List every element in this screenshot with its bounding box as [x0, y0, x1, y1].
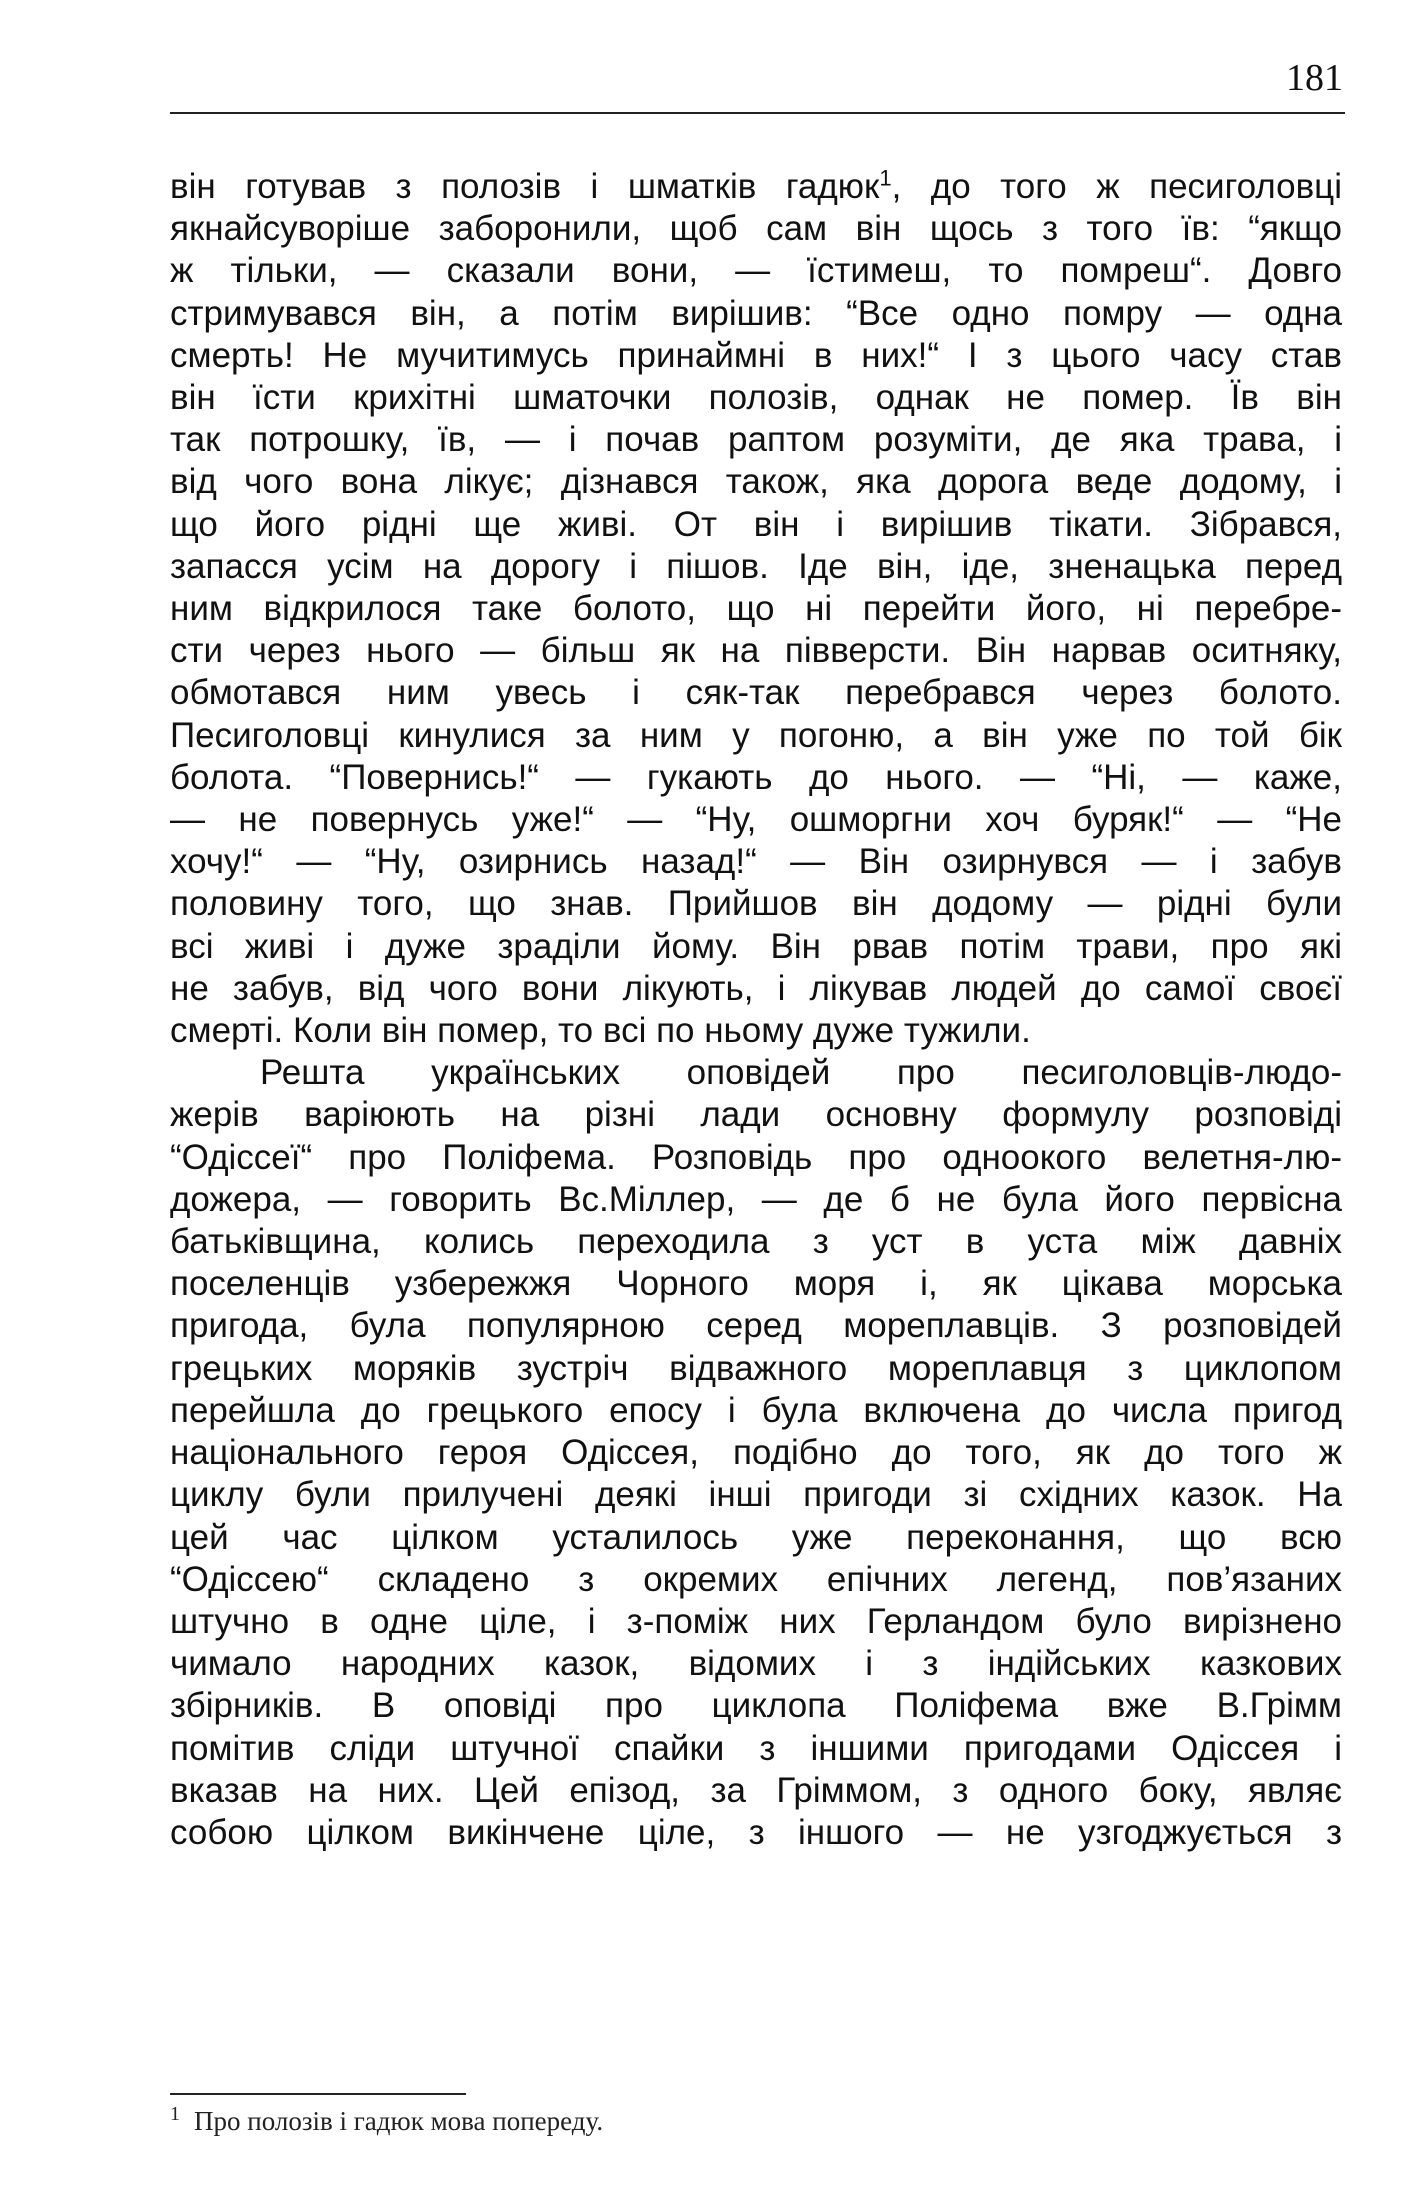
page-number: 181 — [1286, 57, 1343, 99]
text-line: національного героя Одіссея, подібно до того, як до того ж — [170, 1433, 1342, 1473]
text-line: перейшла до грецького епосу і була включена до числа пригод — [170, 1390, 1342, 1430]
text-line: — не повернусь уже!“ — “Ну, ошморгни хоч буряк!“ — “Не — [170, 800, 1342, 840]
text-line: чимало народних казок, відомих і з індійських казкових — [170, 1644, 1342, 1684]
text-line: собою цілком викінчене ціле, з іншого — не узгоджується з — [170, 1812, 1342, 1852]
text-line: “Одіссеї“ про Поліфема. Розповідь про одноокого велетня-лю- — [170, 1137, 1342, 1177]
text-line: батьківщина, колись переходила з уст в уста між давніх — [170, 1222, 1342, 1262]
text-line: сти через нього — більш як на півверсти. Він нарвав оситняку, — [170, 631, 1342, 671]
text-line: Песиголовці кинулися за ним у погоню, а він уже по той бік — [170, 715, 1342, 755]
body-text — [170, 166, 1342, 1854]
text-line: не забув, від чого вони лікують, і лікував людей до самої своєї — [170, 968, 1342, 1008]
text-line: обмотався ним увесь і сяк-так перебрався через болото. — [170, 673, 1342, 713]
text-line: пригода, була популярною серед мореплавців. З розповідей — [170, 1306, 1342, 1346]
paragraph-first-line: Решта українських оповідей про песиголовців-людо- — [260, 1053, 1342, 1093]
footnote-marker: 1 — [170, 2103, 180, 2125]
text-line: так потрошку, їв, — і почав раптом розуміти, де яка трава, і — [170, 420, 1342, 460]
text-line: цей час цілком усталилось уже переконання, що всю — [170, 1517, 1342, 1557]
text-line: ж тільки, — сказали вони, — їстимеш, то помреш“. Довго — [170, 251, 1342, 291]
footnote-reference[interactable]: 1 — [879, 165, 892, 191]
footnote — [170, 2104, 1070, 2138]
text-line: грецьких моряків зустріч відважного мореплавця з циклопом — [170, 1348, 1342, 1388]
text-line: хочу!“ — “Ну, озирнись назад!“ — Він озирнувся — і забув — [170, 842, 1342, 882]
footnote-rule — [170, 2093, 466, 2095]
text-line: від чого вона лікує; дізнався також, яка дорога веде додому, і — [170, 462, 1342, 502]
text-line: поселенців узбережжя Чорного моря і, як цікава морська — [170, 1264, 1342, 1304]
text-line: дожера, — говорить Вс.Міллер, — де б не була його первісна — [170, 1179, 1342, 1219]
text-line: стримувався він, а потім вирішив: “Все одно помру — одна — [170, 293, 1342, 333]
text-line: болота. “Повернись!“ — гукають до нього. — “Ні, — каже, — [170, 757, 1342, 797]
header-rule — [170, 112, 1345, 114]
text-line: половину того, що знав. Прийшов він додому — рідні були — [170, 884, 1342, 924]
text-line: циклу були прилучені деякі інші пригоди зі східних казок. На — [170, 1475, 1342, 1515]
text-line: збірників. В оповіді про циклопа Поліфема вже В.Грімм — [170, 1686, 1342, 1726]
text-line: якнайсуворіше заборонили, щоб сам він щось з того їв: “якщо — [170, 209, 1342, 249]
text-line: жерів варіюють на різні лади основну формулу розповіді — [170, 1095, 1342, 1135]
text-line: штучно в одне ціле, і з-поміж них Герландом було вирізнено — [170, 1601, 1342, 1641]
footnote-text: Про полозів і гадюк мова попереду. — [194, 2106, 604, 2136]
text-line: запасся усім на дорогу і пішов. Іде він, іде, зненацька перед — [170, 546, 1342, 586]
text-line: “Одіссею“ складено з окремих епічних легенд, пов’язаних — [170, 1559, 1342, 1599]
text-line: смерті. Коли він помер, то всі по ньому дуже тужили. — [170, 1011, 1031, 1051]
text-line: він їсти крихітні шматочки полозів, однак не помер. Їв він — [170, 378, 1342, 418]
text-line: помітив сліди штучної спайки з іншими пригодами Одіссея і — [170, 1728, 1342, 1768]
text-line: всі живі і дуже зраділи йому. Він рвав потім трави, про які — [170, 926, 1342, 966]
text-line: ним відкрилося таке болото, що ні перейти його, ні перебре- — [170, 589, 1342, 629]
text-line: він готував з полозів і шматків гадюк$^1$, до того ж песиголовці — [170, 165, 1342, 206]
text-line: що його рідні ще живі. От він і вирішив тікати. Зібрався, — [170, 504, 1342, 544]
text-line: смерть! Не мучитимусь принаймні в них!“ І з цього часу став — [170, 335, 1342, 375]
text-line: вказав на них. Цей епізод, за Гріммом, з одного боку, являє — [170, 1770, 1342, 1810]
